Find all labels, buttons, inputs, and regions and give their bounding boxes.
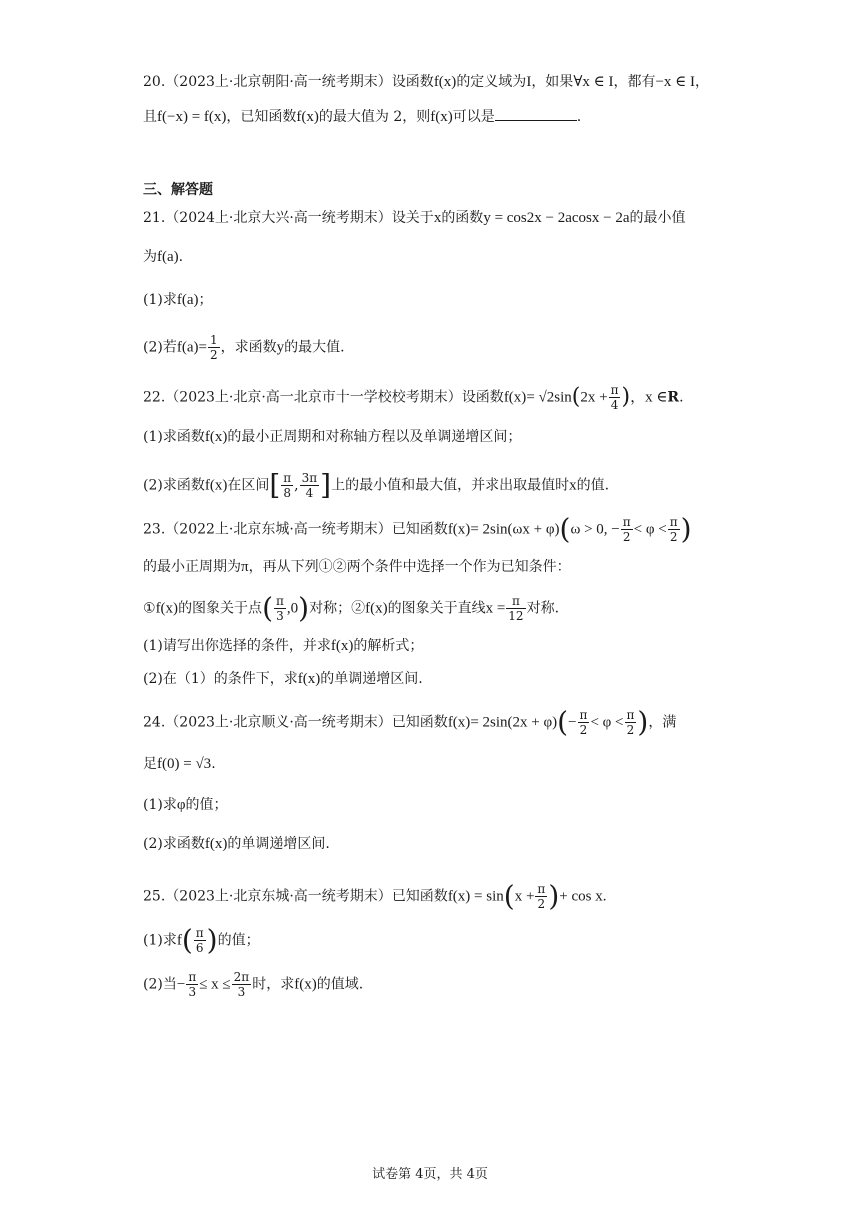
q23-line1: 23.（2022上·北京东城·高一统考期末）已知函数f(x)= 2sin(ωx + φ)(ω > 0, − $\frac{\pi}{2}$ < φ < $\frac{\pi}{2}$ ) [143,512,692,546]
q24-part1: (1)求φ的值； [143,797,228,813]
q20-line1: 20.（2023上·北京朝阳·高一统考期末）设函数f(x)的定义域为I，如果∀x ∈ I，都有−x ∈ I， [143,74,710,90]
q23-conditions: ①f(x)的图象关于点( $\frac{\pi}{3}$ ,0)对称；②f(x)的图象关于直线x = $\frac{\pi}{12}$ 对称. [143,591,560,625]
q24-line1: 24.（2023上·北京顺义·高一统考期末）已知函数f(x)= 2sin(2x + φ)(− $\frac{\pi}{2}$ < φ < $\frac{\pi}{2}$ )，满 [143,705,677,739]
q20-line2: 且f(−x) = f(x)，已知函数f(x)的最大值为 2，则f(x)可以是 . [143,106,581,127]
q24-line2: 足f(0) = √3. [143,756,216,772]
page-footer: 试卷第 4页，共 4页 [372,1167,488,1182]
section-heading: 三、解答题 [143,182,213,198]
fraction: $\frac{1}{2}$ [209,333,218,362]
question-source: （2023上·北京朝阳·高一统考期末） [165,74,392,90]
q22-line1: 22.（2023上·北京·高一北京市十一学校校考期末）设函数f(x)= √2sin(2x + $\frac{\pi}{4}$ )，x ∈R. [143,383,684,412]
q24-part2: (2)求函数f(x)的单调递增区间. [143,836,330,852]
q21-line1: 21.（2024上·北京大兴·高一统考期末）设关于x的函数y = cos2x − 2acosx − 2a的最小值 [143,210,686,226]
answer-blank[interactable] [495,106,577,121]
question-number: 20 [143,74,161,90]
q22-part2: (2)求函数f(x)在区间[ $\frac{\pi}{8}$ , $\frac{3\pi}{4}$ ]上的最小值和最大值，并求出取最值时x的值. [143,468,610,502]
q23-line2: 的最小正周期为π，再从下列①②两个条件中选择一个作为已知条件： [143,559,571,575]
q25-part1: (1)求f( $\frac{\pi}{6}$ )的值； [143,923,260,957]
q23-part1: (1)请写出你选择的条件，并求f(x)的解析式； [143,638,424,654]
q23-part2: (2)在（1）的条件下，求f(x)的单调递增区间. [143,671,423,687]
q21-part1: (1)求f(a)； [143,292,213,308]
q21-line2: 为f(a). [143,249,184,265]
q21-part2: (2)若f(a)= $\frac{1}{2}$ ，求函数y的最大值. [143,333,345,362]
q25-part2: (2)当− $\frac{\pi}{3}$ ≤ x ≤ $\frac{2\pi}{3}$ 时，求f(x)的值域. [143,970,364,999]
q22-part1: (1)求函数f(x)的最小正周期和对称轴方程以及单调递增区间； [143,429,522,445]
q25-line1: 25.（2023上·北京东城·高一统考期末）已知函数f(x) = sin(x + $\frac{\pi}{2}$ )+ cos x. [143,879,607,913]
